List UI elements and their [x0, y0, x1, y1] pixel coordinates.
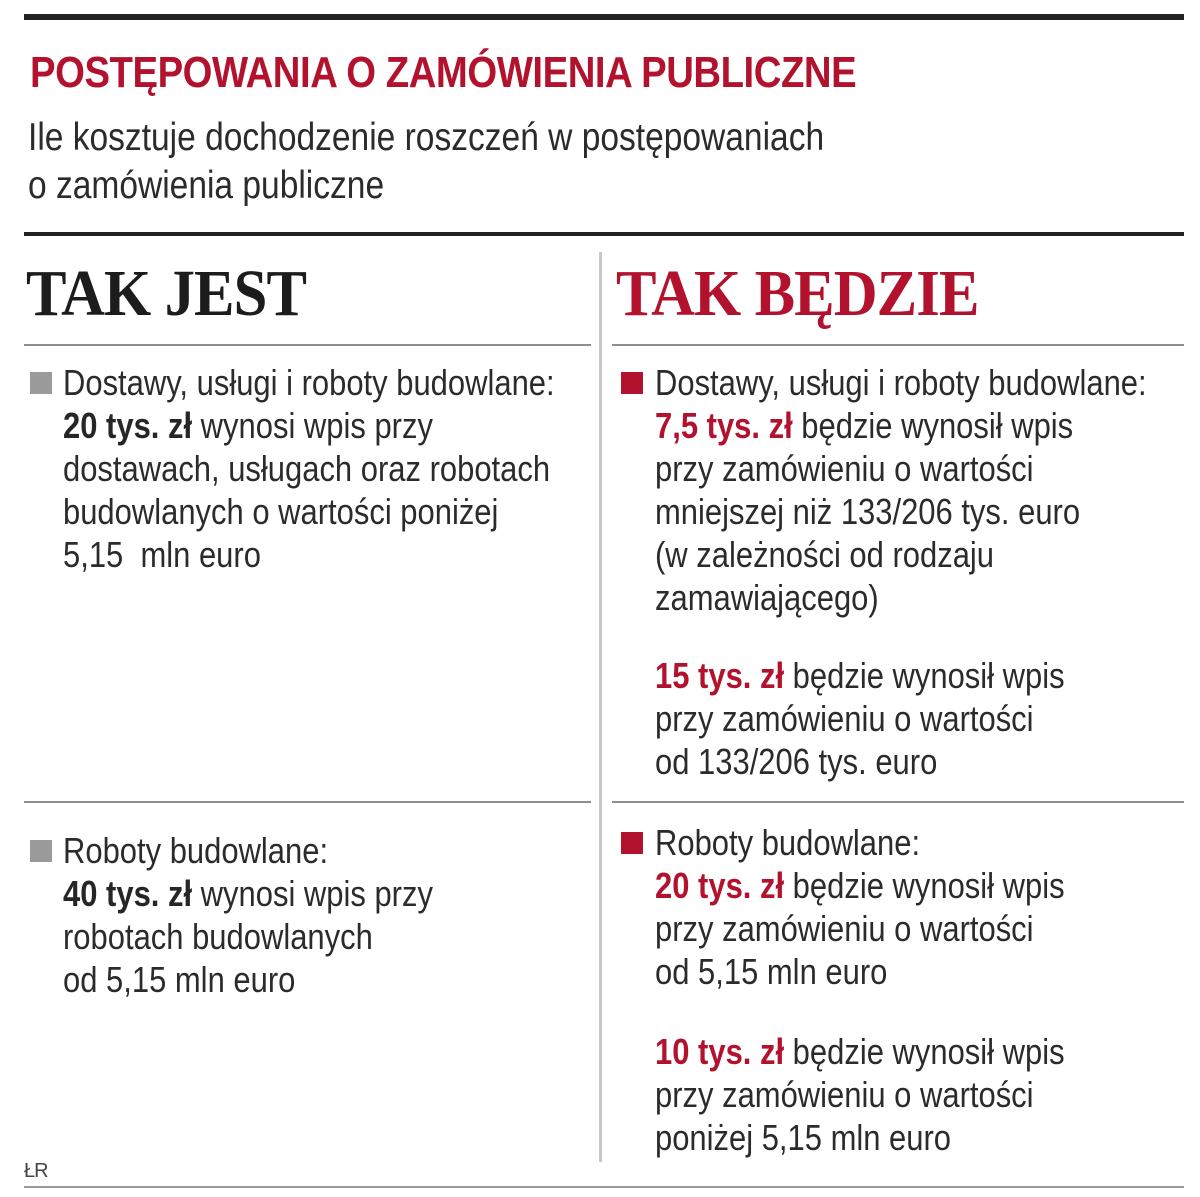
item-text-line: przy zamówieniu o wartości	[655, 908, 1034, 949]
fee-amount: 7,5 tys. zł	[655, 405, 793, 446]
square-bullet-icon	[30, 840, 52, 862]
subtitle-line: o zamówienia publiczne	[28, 164, 385, 207]
current-fee-construction-works	[63, 829, 589, 1001]
column-divider	[599, 252, 602, 1162]
subtitle-line: Ile kosztuje dochodzenie roszczeń w postępowaniach	[28, 116, 825, 159]
column-heading-future: TAK BĘDZIE	[616, 257, 979, 330]
row-divider	[612, 801, 1184, 803]
item-text-line: poniżej 5,15 mln euro	[655, 1117, 952, 1158]
fee-amount: 40 tys. zł	[63, 873, 193, 914]
top-rule	[24, 14, 1184, 20]
item-text-line: przy zamówieniu o wartości	[655, 698, 1034, 739]
item-text-line: od 5,15 mln euro	[63, 959, 296, 1000]
item-text-line: budowlanych o wartości poniżej	[63, 491, 499, 532]
square-bullet-icon	[30, 372, 52, 394]
square-bullet-icon	[621, 832, 643, 854]
item-text: 10 tys. zł będzie wynosił wpis	[655, 1031, 1065, 1072]
fee-amount: 20 tys. zł	[655, 865, 785, 906]
spacer	[655, 993, 1188, 1030]
item-text-line: (w zależności od rodzaju	[655, 534, 995, 575]
row-divider	[612, 344, 1184, 346]
item-text-line: robotach budowlanych	[63, 916, 373, 957]
item-label: Dostawy, usługi i roboty budowlane:	[655, 362, 1147, 403]
fee-amount: 10 tys. zł	[655, 1031, 785, 1072]
row-divider	[24, 344, 591, 346]
source-credit: ŁR	[24, 1160, 48, 1182]
item-text: 7,5 tys. zł będzie wynosił wpis	[655, 405, 1074, 446]
item-text-line: mniejszej niż 133/206 tys. euro	[655, 491, 1081, 532]
item-text-line: 5,15 mln euro	[63, 534, 261, 575]
item-text-line: zamawiającego)	[655, 577, 879, 618]
item-text: 40 tys. zł wynosi wpis przy	[63, 873, 433, 914]
bottom-rule	[24, 1186, 1184, 1188]
item-text: 15 tys. zł będzie wynosił wpis	[655, 655, 1065, 696]
item-text-line: przy zamówieniu o wartości	[655, 448, 1034, 489]
future-fee-supplies-services-works	[655, 361, 1188, 783]
current-fee-supplies-services-works	[63, 361, 589, 576]
item-text-line: przy zamówieniu o wartości	[655, 1074, 1034, 1115]
row-divider	[24, 801, 591, 803]
section-rule	[24, 232, 1184, 236]
item-label: Dostawy, usługi i roboty budowlane:	[63, 362, 555, 403]
item-text-line: dostawach, usługach oraz robotach	[63, 448, 551, 489]
item-text-line: od 5,15 mln euro	[655, 951, 888, 992]
item-text-line: od 133/206 tys. euro	[655, 741, 938, 782]
column-heading-current: TAK JEST	[26, 257, 307, 330]
headline: POSTĘPOWANIA O ZAMÓWIENIA PUBLICZNE	[30, 48, 857, 97]
future-fee-construction-works	[655, 821, 1188, 1159]
subtitle	[28, 114, 888, 210]
item-text: 20 tys. zł wynosi wpis przy	[63, 405, 433, 446]
item-label: Roboty budowlane:	[63, 830, 329, 871]
spacer	[655, 619, 1188, 654]
item-text: 20 tys. zł będzie wynosił wpis	[655, 865, 1065, 906]
item-label: Roboty budowlane:	[655, 822, 921, 863]
fee-amount: 15 tys. zł	[655, 655, 785, 696]
fee-amount: 20 tys. zł	[63, 405, 193, 446]
square-bullet-icon	[621, 372, 643, 394]
